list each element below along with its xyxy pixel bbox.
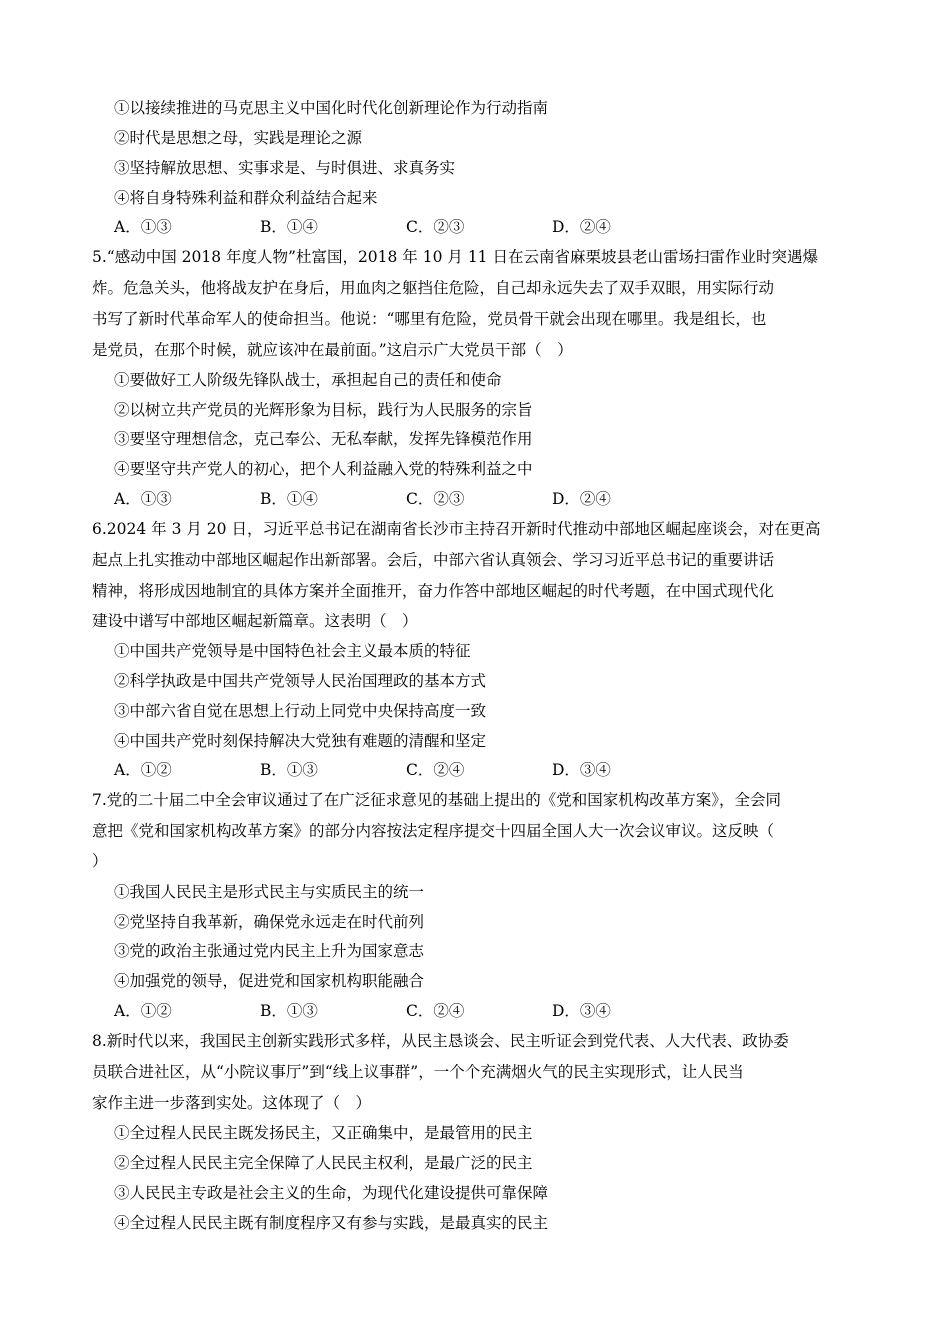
q4-item-1: ①以接续推进的马克思主义中国化时代化创新理论作为行动指南 bbox=[114, 99, 549, 117]
q8-item-3: ③人民民主专政是社会主义的生命，为现代化建设提供可靠保障 bbox=[114, 1184, 549, 1202]
q5-option-d[interactable]: D．②④ bbox=[552, 490, 611, 508]
q6-options bbox=[114, 760, 814, 780]
q6-option-b[interactable]: B．①③ bbox=[260, 761, 318, 779]
q8-stem-line-2: 员联合进社区，从“小院议事厅”到“线上议事群”，一个个充满烟火气的民主实现形式，让人民当 bbox=[92, 1063, 744, 1081]
q6-item-1: ①中国共产党领导是中国特色社会主义最本质的特征 bbox=[114, 642, 471, 660]
q7-stem-line-3: ） bbox=[92, 852, 108, 870]
q6-item-3: ③中部六省自觉在思想上行动上同党中央保持高度一致 bbox=[114, 702, 487, 720]
q7-stem-line-2: 意把《党和国家机构改革方案》的部分内容按法定程序提交十四届全国人大一次会议审议。这反映（ bbox=[92, 822, 775, 840]
q5-stem-line-4: 是党员，在那个时候，就应该冲在最前面。”这启示广大党员干部（ ） bbox=[92, 341, 573, 359]
q6-stem-line-4: 建设中谱写中部地区崛起新篇章。这表明（ ） bbox=[92, 612, 418, 630]
q6-option-a[interactable]: A．①② bbox=[114, 761, 172, 779]
q4-option-b[interactable]: B．①④ bbox=[260, 218, 318, 236]
q7-item-1: ①我国人民民主是形式民主与实质民主的统一 bbox=[114, 883, 425, 901]
q6-item-2: ②科学执政是中国共产党领导人民治国理政的基本方式 bbox=[114, 672, 487, 690]
q8-stem-line-3: 家作主进一步落到实处。这体现了（ ） bbox=[92, 1094, 372, 1112]
q5-option-b[interactable]: B．①④ bbox=[260, 490, 318, 508]
q7-option-a[interactable]: A．①② bbox=[114, 1002, 172, 1020]
q7-item-3: ③党的政治主张通过党内民主上升为国家意志 bbox=[114, 942, 425, 960]
q6-item-4: ④中国共产党时刻保持解决大党独有难题的清醒和坚定 bbox=[114, 732, 487, 750]
q6-stem-line-2: 起点上扎实推动中部地区崛起作出新部署。会后，中部六省认真领会、学习习近平总书记的重要讲话 bbox=[92, 551, 775, 569]
q6-stem-line-1: 6.2024 年 3 月 20 日，习近平总书记在湖南省长沙市主持召开新时代推动中部地区崛起座谈会，对在更高 bbox=[92, 520, 821, 538]
q4-item-4: ④将自身特殊利益和群众利益结合起来 bbox=[114, 189, 378, 207]
q6-stem-line-3: 精神，将形成因地制宜的具体方案并全面推开，奋力作答中部地区崛起的时代考题，在中国式现代化 bbox=[92, 582, 775, 600]
q7-options bbox=[114, 1001, 814, 1021]
q8-item-1: ①全过程人民民主既发扬民主，又正确集中，是最管用的民主 bbox=[114, 1124, 533, 1142]
q8-item-2: ②全过程人民民主完全保障了人民民主权利，是最广泛的民主 bbox=[114, 1154, 533, 1172]
q5-item-1: ①要做好工人阶级先锋队战士，承担起自己的责任和使命 bbox=[114, 371, 502, 389]
q8-stem-line-1: 8.新时代以来，我国民主创新实践形式多样，从民主恳谈会、民主听证会到党代表、人大代表、政协委 bbox=[92, 1032, 789, 1050]
q6-option-d[interactable]: D．③④ bbox=[552, 761, 611, 779]
q5-option-c[interactable]: C．②③ bbox=[406, 490, 465, 508]
q5-stem-line-2: 炸。危急关头，他将战友护在身后，用血肉之躯挡住危险，自己却永远失去了双手双眼，用实际行动 bbox=[92, 279, 775, 297]
q5-option-a[interactable]: A．①③ bbox=[114, 490, 172, 508]
q5-item-3: ③要坚守理想信念，克己奉公、无私奉献，发挥先锋模范作用 bbox=[114, 430, 533, 448]
q4-option-c[interactable]: C．②③ bbox=[406, 218, 465, 236]
q5-options bbox=[114, 489, 814, 509]
q7-option-d[interactable]: D．③④ bbox=[552, 1002, 611, 1020]
q7-item-2: ②党坚持自我革新，确保党永远走在时代前列 bbox=[114, 913, 425, 931]
q4-item-3: ③坚持解放思想、实事求是、与时俱进、求真务实 bbox=[114, 159, 456, 177]
q4-item-2: ②时代是思想之母，实践是理论之源 bbox=[114, 129, 363, 147]
q4-option-d[interactable]: D．②④ bbox=[552, 218, 611, 236]
q7-item-4: ④加强党的领导，促进党和国家机构职能融合 bbox=[114, 972, 425, 990]
q5-stem-line-1: 5.“感动中国 2018 年度人物”杜富国，2018 年 10 月 11 日在云南省麻栗坡县老山雷场扫雷作业时突遇爆 bbox=[92, 248, 818, 266]
q7-stem-line-1: 7.党的二十届二中全会审议通过了在广泛征求意见的基础上提出的《党和国家机构改革方案》，全会同 bbox=[92, 791, 782, 809]
q5-stem-line-3: 书写了新时代革命军人的使命担当。他说：“哪里有危险，党员骨干就会出现在哪里。我是组长，也 bbox=[92, 310, 767, 328]
q5-item-4: ④要坚守共产党人的初心，把个人利益融入党的特殊利益之中 bbox=[114, 460, 533, 478]
q4-option-a[interactable]: A．①③ bbox=[114, 218, 172, 236]
q6-option-c[interactable]: C．②④ bbox=[406, 761, 465, 779]
q8-item-4: ④全过程人民民主既有制度程序又有参与实践，是最真实的民主 bbox=[114, 1214, 549, 1232]
q5-item-2: ②以树立共产党员的光辉形象为目标，践行为人民服务的宗旨 bbox=[114, 401, 533, 419]
q4-options bbox=[114, 217, 814, 237]
q7-option-b[interactable]: B．①③ bbox=[260, 1002, 318, 1020]
q7-option-c[interactable]: C．②④ bbox=[406, 1002, 465, 1020]
